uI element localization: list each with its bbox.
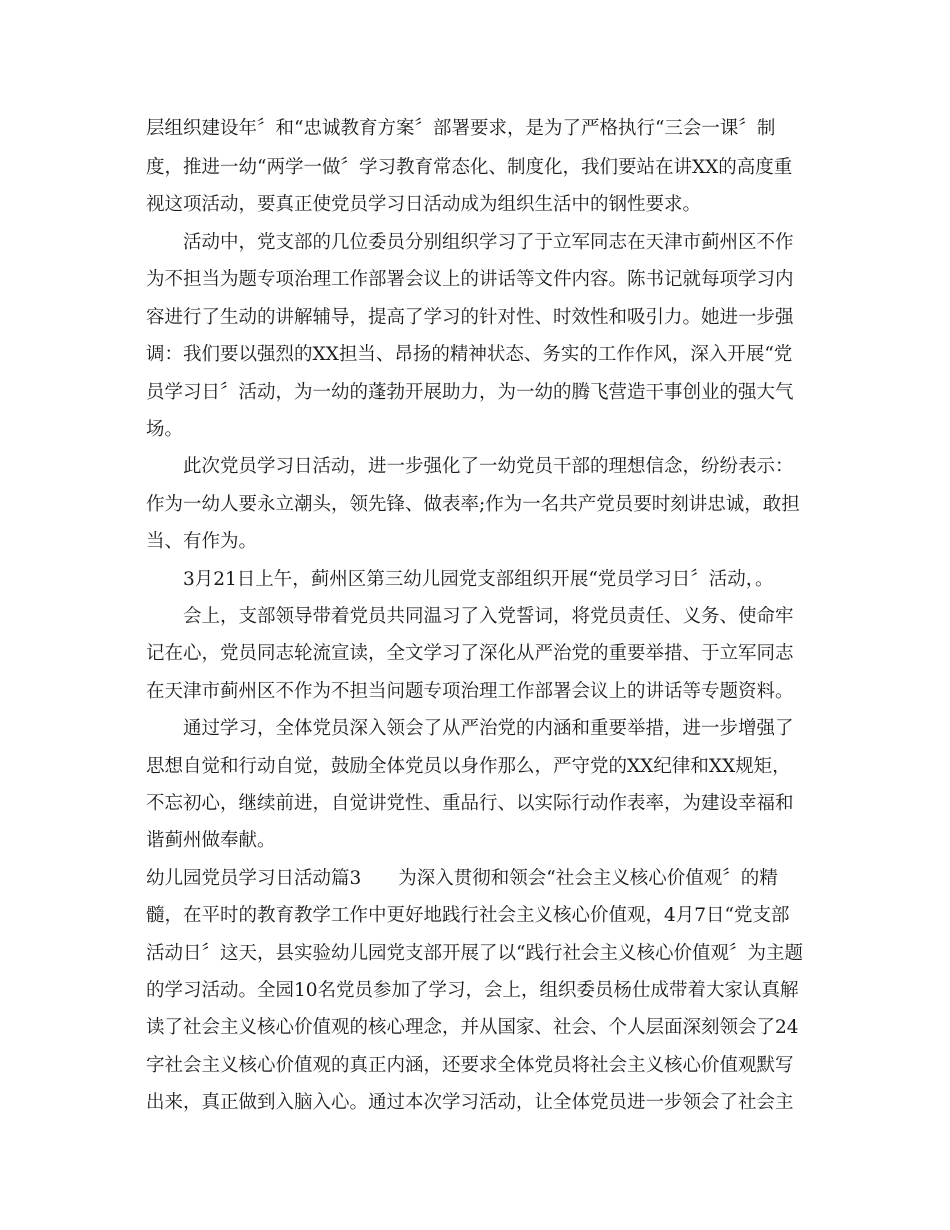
- text-line: 髓，在平时的教育教学工作中更好地践行社会主义核心价值观，4月7日“党支部: [146, 905, 790, 926]
- text-line: 会上，支部领导带着党员共同温习了入党誓词，将党员责任、义务、使命牢: [183, 606, 794, 627]
- text-line: 当、有作为。: [146, 531, 258, 552]
- text-line: 作为一幼人要永立潮头，领先锋、做表率;作为一名共产党员要时刻讲忠诚，敢担: [146, 494, 800, 515]
- text-line: 活动日〞这天，县实验幼儿园党支部开展了以“践行社会主义核心价值观〞为主题: [146, 943, 803, 964]
- text-line: 的学习活动。全园10名党员参加了学习，会上，组织委员杨仕成带着大家认真解: [146, 980, 799, 1001]
- text-line: 为不担当为题专项治理工作部署会议上的讲话等文件内容。陈书记就每项学习内: [146, 269, 794, 290]
- text-line: 通过学习，全体党员深入领会了从严治党的内涵和重要举措，进一步增强了: [183, 718, 794, 739]
- text-line: 读了社会主义核心价值观的核心理念，并从国家、社会、个人层面深刻领会了24: [146, 1017, 799, 1038]
- text-line: 活动中，党支部的几位委员分别组织学习了于立军同志在天津市蓟州区不作: [183, 232, 794, 253]
- text-line: 幼儿园党员学习日活动篇3 为深入贯彻和领会“社会主义核心价值观〞的精: [146, 868, 778, 889]
- text-line: 在天津市蓟州区不作为不担当问题专项治理工作部署会议上的讲话等专题资料。: [146, 681, 794, 702]
- text-line: 不忘初心，继续前进，自觉讲党性、重品行、以实际行动作表率，为建设幸福和: [146, 793, 794, 814]
- text-line: 字社会主义核心价值观的真正内涵，还要求全体党员将社会主义核心价值观默写: [146, 1055, 794, 1076]
- text-line: 场。: [146, 419, 184, 440]
- text-line: 容进行了生动的讲解辅导，提高了学习的针对性、时效性和吸引力。她进一步强: [146, 307, 794, 328]
- text-line: 谐蓟州做奉献。: [146, 830, 276, 851]
- text-line: 度，推进一幼“两学一做〞学习教育常态化、制度化，我们要站在讲XX的高度重: [146, 157, 793, 178]
- text-line: 3月21日上午，蓟州区第三幼儿园党支部组织开展“党员学习日〞活动，。: [183, 569, 774, 590]
- text-line: 思想自觉和行动自觉，鼓励全体党员以身作那么，严守党的XX纪律和XX规矩，: [146, 756, 791, 777]
- text-line: 视这项活动，要真正使党员学习日活动成为组织生活中的钢性要求。: [146, 194, 702, 215]
- text-line: 层组织建设年〞和“忠诚教育方案〞部署要求，是为了严格执行“三会一课〞制: [146, 118, 776, 139]
- text-line: 调：我们要以强烈的XX担当、昂扬的精神状态、务实的工作作风，深入开展“党: [146, 344, 793, 365]
- text-line: 出来，真正做到入脑入心。通过本次学习活动，让全体党员进一步领会了社会主: [146, 1092, 794, 1113]
- text-line: 员学习日〞活动，为一幼的蓬勃开展助力，为一幼的腾飞营造干事创业的强大气: [146, 382, 794, 403]
- text-line: 此次党员学习日活动，进一步强化了一幼党员干部的理想信念，纷纷表示：: [183, 456, 794, 477]
- text-line: 记在心，党员同志轮流宣读，全文学习了深化从严治党的重要举措、于立军同志: [146, 643, 794, 664]
